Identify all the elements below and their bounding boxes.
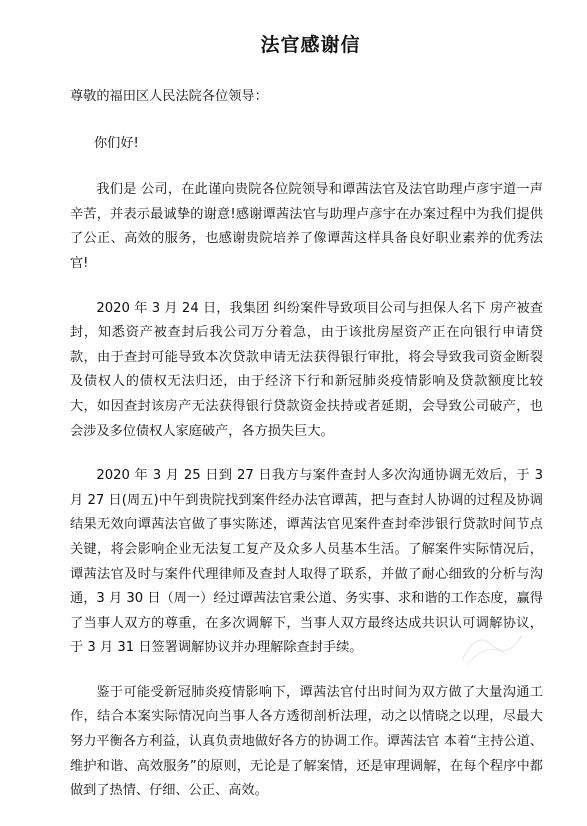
greeting: 你们好! — [94, 135, 139, 151]
paragraph-1: 我们是 公司，在此谨向贵院各位院领导和谭茜法官及法官助理卢彦宇道一声辛苦，并表示最诚挚的谢意!感谢谭茜法官与助理卢彦宇在办案过程中为我们提供了公正、高效的服务，也感谢贵院培养了像谭茜这样具备良好职业素养的优秀法官! — [70, 182, 543, 271]
letter-title: 法官感谢信 — [260, 34, 361, 56]
paragraph-4: 鉴于可能受新冠肺炎疫情影响下，谭茜法官付出时间为双方做了大量沟通工作，结合本案实际情况向当事人各方透彻剖析法理，动之以情晓之以理，尽最大努力平衡各方利益，认真负责地做好各方的协调工作。谭茜法官 本着“主持公道、维护和谐、高效服务”的原则，无论是了解案情，还是审理调解，在每个程序中都做到了热情、仔细、公正、高效。 — [70, 684, 543, 799]
salutation: 尊敬的福田区人民法院各位领导： — [70, 89, 268, 104]
paragraph-2: 2020 年 3 月 24 日，我集团 纠纷案件导致项目公司与担保人名下 房产被查封，知悉资产被查封后我公司万分着急，由于该批房屋资产正在向银行申请贷款，由于查封可能导致本次贷款申请无法获得银行审批，将会导致我司资金断裂及债权人的债权无法归还，由于经济下行和新冠肺炎疫情影响及贷款额度比较大，如因查封该房产无法获得银行贷款资金扶持或者延期，会导致公司破产，也会涉及多位债权人家庭破产，各方损失巨大。 — [70, 300, 543, 439]
paragraph-3: 2020 年 3 月 25 日到 27 日我方与案件查封人多次沟通协调无效后，于 3 月 27 日(周五)中午到贵院找到案件经办法官谭茜，把与查封人协调的过程及协调结果无效向谭茜法官做了事实陈述，谭茜法官见案件查封牵涉银行贷款时间节点关键，将会影响企业无法复工复产及众多人员基本生活。了解案件实际情况后，谭茜法官及时与案件代理律师及查封人取得了联系，并做了耐心细致的分析与沟通，3 月 30 日（周一）经过谭茜法官秉公道、务实事、求和谐的工作态度，赢得了当事人双方的尊重，在多次调解下，当事人双方最终达成共识认可调解协议，于 3 月 31 日签署调解协议并办理解除查封手续。 — [70, 468, 543, 656]
